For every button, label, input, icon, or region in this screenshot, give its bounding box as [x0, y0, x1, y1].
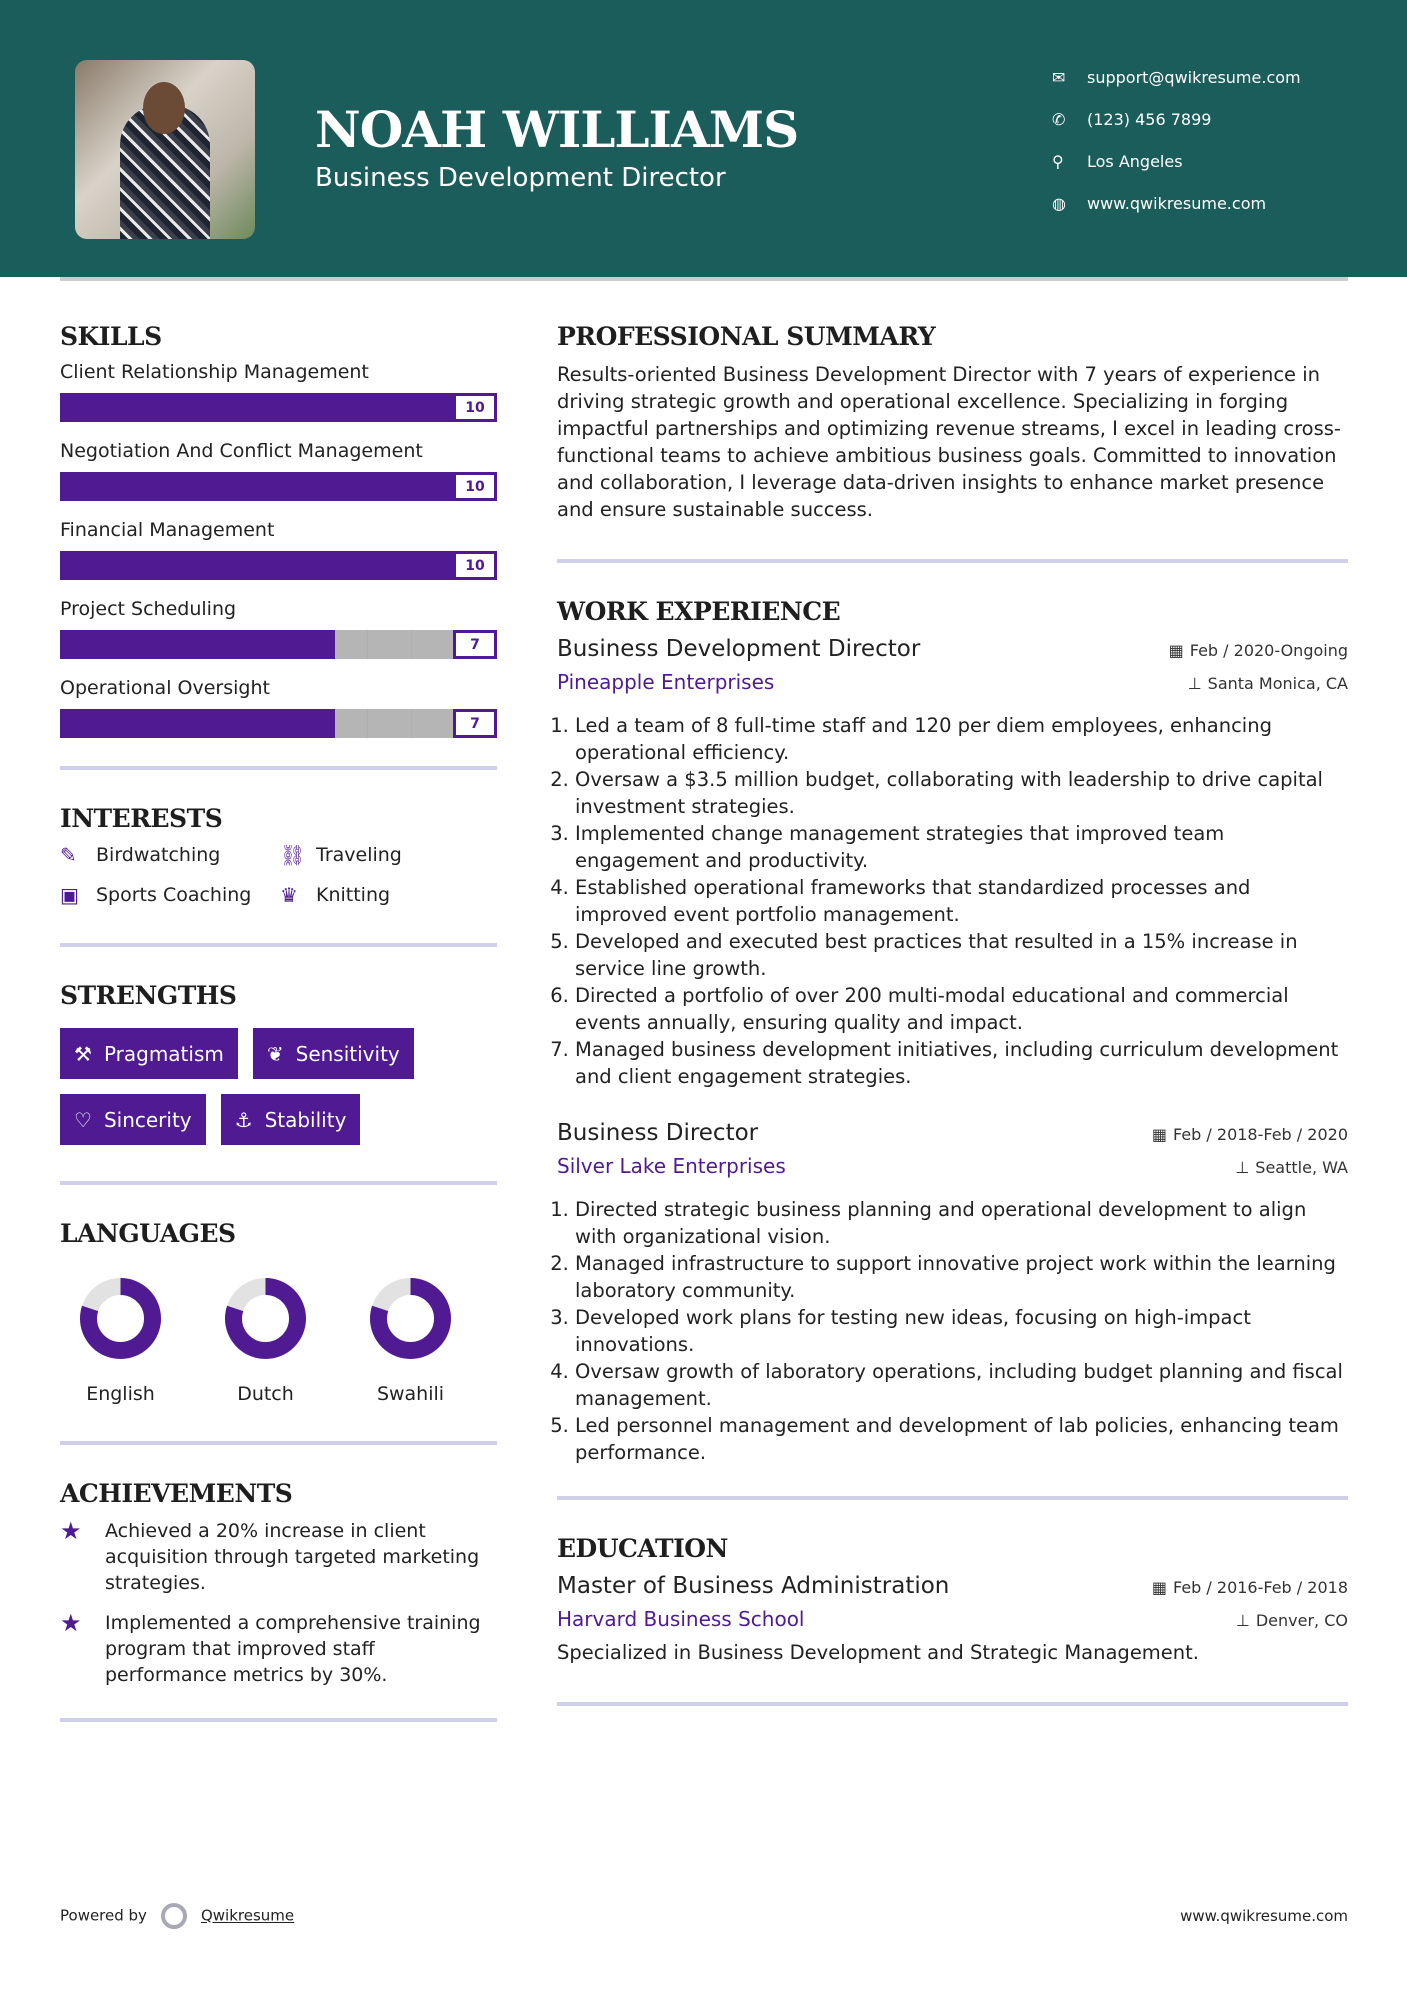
languages-section: [60, 1219, 497, 1405]
footer: [60, 1903, 1348, 1929]
language-item: [368, 1276, 453, 1405]
job-title: Business Development Director: [557, 636, 921, 662]
skill-label: Negotiation And Conflict Management: [60, 440, 423, 462]
job-bullet: 5. Developed and executed best practices that resulted in a 15% increase in service line growth.: [575, 928, 1348, 982]
achievement-item: [60, 1610, 497, 1688]
section-heading: PROFESSIONAL SUMMARY: [557, 322, 936, 351]
contact-phone: [1052, 98, 1301, 140]
section-heading: LANGUAGES: [60, 1219, 236, 1248]
section-heading: SKILLS: [60, 322, 162, 351]
skill-label: Financial Management: [60, 519, 275, 541]
section-heading: EDUCATION: [557, 1534, 728, 1563]
candidate-title: Business Development Director: [315, 163, 726, 193]
strength-chip: [60, 1028, 238, 1079]
language-label: English: [86, 1383, 155, 1405]
calendar-icon: ▦: [1168, 641, 1184, 660]
education-description: Specialized in Business Development and Strategic Management.: [557, 1641, 1200, 1664]
job-bullet: 2. Managed infrastructure to support innovative project work within the learning laboratory community.: [575, 1250, 1348, 1304]
trophy-icon: ♛: [280, 883, 298, 907]
powered-by: [60, 1903, 294, 1929]
strength-label: Pragmatism: [103, 1041, 224, 1066]
pin-icon: ⊥: [1187, 674, 1202, 693]
interest-item: [280, 883, 480, 907]
location-text: Denver, CO: [1255, 1611, 1348, 1630]
strength-label: Sincerity: [103, 1107, 192, 1132]
job-dates: [1169, 641, 1348, 660]
pin-icon: ⊥: [1235, 1611, 1250, 1630]
phone-icon: ✆: [1052, 109, 1066, 129]
interest-item: [60, 883, 280, 907]
skill-label: Project Scheduling: [60, 598, 237, 620]
company-name: Silver Lake Enterprises: [557, 1154, 786, 1178]
contact-list: [1052, 56, 1301, 224]
job-location: [1235, 1158, 1348, 1177]
language-label: Swahili: [376, 1383, 445, 1405]
job-bullet: 5. Led personnel management and development of lab policies, enhancing team performance.: [575, 1412, 1348, 1466]
brand-link[interactable]: Qwikresume: [200, 1906, 295, 1925]
section-heading: ACHIEVEMENTS: [60, 1479, 293, 1508]
skills-section: [60, 322, 497, 738]
summary-section: [557, 322, 1348, 523]
strength-label: Stability: [264, 1107, 347, 1132]
job-bullet: 1. Led a team of 8 full-time staff and 120 per diem employees, enhancing operational efficiency.: [575, 712, 1348, 766]
briefcase-icon: ▣: [60, 883, 79, 907]
skill-item: [60, 519, 497, 580]
achievement-item: [60, 1518, 497, 1596]
dates-text: Feb / 2018-Feb / 2020: [1173, 1125, 1348, 1144]
job-title: Business Director: [557, 1120, 759, 1146]
experience-section: [557, 597, 1348, 1466]
contact-text: (123) 456 7899: [1087, 109, 1212, 129]
achievements-section: [60, 1479, 497, 1688]
skill-bar-fill: [60, 551, 497, 580]
interest-label: Knitting: [316, 884, 391, 906]
skill-level: 10: [453, 393, 497, 422]
right-column: [557, 322, 1348, 1740]
left-column: [60, 322, 497, 1756]
job-bullet: 2. Oversaw a $3.5 million budget, collaborating with leadership to drive capital investment strategies.: [575, 766, 1348, 820]
strength-label: Sensitivity: [295, 1041, 400, 1066]
candidate-name: NOAH WILLIAMS: [315, 100, 799, 159]
job-bullet: 1. Directed strategic business planning and operational development to align with organizational vision.: [575, 1196, 1348, 1250]
language-donut: [78, 1276, 163, 1361]
skill-bar: [60, 630, 497, 659]
skill-bar-fill: [60, 709, 335, 738]
location-text: Seattle, WA: [1255, 1158, 1348, 1177]
dates-text: Feb / 2020-Ongoing: [1189, 641, 1348, 660]
anchor-icon: ⚓: [234, 1107, 253, 1132]
skill-bar-fill: [60, 393, 497, 422]
skill-bar: [60, 551, 497, 580]
contact-website[interactable]: [1052, 182, 1301, 224]
language-item: [78, 1276, 163, 1405]
contact-text: Los Angeles: [1087, 151, 1183, 171]
globe-icon: ◍: [1052, 193, 1066, 213]
section-divider: [557, 1496, 1348, 1500]
skill-bar: [60, 709, 497, 738]
education-section: [557, 1534, 1348, 1666]
gavel-icon: ⚒: [74, 1041, 92, 1066]
strength-chip: [60, 1094, 206, 1145]
job-bullets: [557, 1196, 1348, 1466]
leaf-icon: ❦: [266, 1041, 284, 1066]
section-divider: [60, 1181, 497, 1185]
language-donut: [368, 1276, 453, 1361]
job-dates: [1152, 1125, 1348, 1144]
skill-item: [60, 677, 497, 738]
job-location: [1188, 674, 1348, 693]
company-name: Pineapple Enterprises: [557, 670, 775, 694]
envelope-icon: ✉: [1052, 67, 1066, 87]
contact-text: support@qwikresume.com: [1087, 67, 1301, 87]
skill-item: [60, 598, 497, 659]
job-entry: [557, 1120, 1348, 1466]
star-icon: ★: [60, 1517, 82, 1545]
strengths-section: [60, 981, 497, 1145]
interest-item: [280, 843, 480, 867]
header-divider: [60, 277, 1348, 281]
section-divider: [60, 766, 497, 770]
strength-chip: [221, 1094, 361, 1145]
skill-level: 7: [453, 630, 497, 659]
heart-icon: ♡: [74, 1107, 92, 1132]
job-entry: [557, 636, 1348, 1090]
skill-bar-fill: [60, 630, 335, 659]
star-icon: ★: [60, 1609, 82, 1637]
skill-level: 7: [453, 709, 497, 738]
qwikresume-logo-icon: [161, 1903, 187, 1929]
contact-text: www.qwikresume.com: [1087, 193, 1267, 213]
interest-label: Birdwatching: [96, 844, 221, 866]
skill-item: [60, 361, 497, 422]
section-heading: STRENGTHS: [60, 981, 237, 1010]
language-donut: [223, 1276, 308, 1361]
school: Harvard Business School: [557, 1607, 805, 1631]
job-bullet: 4. Established operational frameworks that standardized processes and improved event portfolio management.: [575, 874, 1348, 928]
job-bullet: 3. Developed work plans for testing new ideas, focusing on high-impact innovations.: [575, 1304, 1348, 1358]
calendar-icon: ▦: [1151, 1578, 1167, 1597]
strength-chip: [253, 1028, 414, 1079]
section-divider: [557, 559, 1348, 563]
profile-photo: [75, 60, 255, 239]
skill-level: 10: [453, 551, 497, 580]
section-divider: [557, 1702, 1348, 1706]
education-dates: [1152, 1578, 1348, 1597]
interest-label: Traveling: [316, 844, 402, 866]
section-divider: [60, 1441, 497, 1445]
footer-url[interactable]: www.qwikresume.com: [1180, 1907, 1348, 1925]
section-heading: INTERESTS: [60, 804, 223, 833]
section-heading: WORK EXPERIENCE: [557, 597, 841, 626]
binoculars-icon: ⛓: [280, 843, 306, 867]
job-bullets: [557, 712, 1348, 1090]
achievement-text: Implemented a comprehensive training program that improved staff performance metrics by 30%.: [105, 1612, 481, 1686]
interest-item: [60, 843, 280, 867]
dates-text: Feb / 2016-Feb / 2018: [1173, 1578, 1348, 1597]
skill-bar: [60, 472, 497, 501]
resume-header: [0, 0, 1407, 277]
interest-label: Sports Coaching: [96, 884, 252, 906]
job-bullet: 4. Oversaw growth of laboratory operations, including budget planning and fiscal management.: [575, 1358, 1348, 1412]
language-label: Dutch: [237, 1383, 294, 1405]
skill-bar-fill: [60, 472, 497, 501]
language-item: [223, 1276, 308, 1405]
job-bullet: 6. Directed a portfolio of over 200 multi-modal educational and commercial events annually, ensuring quality and impact.: [575, 982, 1348, 1036]
job-bullet: 3. Implemented change management strategies that improved team engagement and productivity.: [575, 820, 1348, 874]
interests-section: [60, 804, 497, 907]
skill-label: Operational Oversight: [60, 677, 270, 699]
calendar-icon: ▦: [1151, 1125, 1167, 1144]
achievement-text: Achieved a 20% increase in client acquisition through targeted marketing strategies.: [105, 1520, 480, 1594]
location-text: Santa Monica, CA: [1207, 674, 1348, 693]
map-marker-icon: ⚲: [1052, 151, 1064, 171]
skill-level: 10: [453, 472, 497, 501]
contact-location: [1052, 140, 1301, 182]
pin-icon: ⊥: [1235, 1158, 1250, 1177]
degree: Master of Business Administration: [557, 1573, 950, 1599]
skill-item: [60, 440, 497, 501]
skill-label: Client Relationship Management: [60, 361, 369, 383]
job-bullet: 7. Managed business development initiatives, including curriculum development and client engagement strategies.: [575, 1036, 1348, 1090]
powered-by-text: Powered by: [60, 1906, 147, 1925]
contact-email[interactable]: [1052, 56, 1301, 98]
section-divider: [60, 943, 497, 947]
section-divider: [60, 1718, 497, 1722]
education-location: [1236, 1611, 1348, 1630]
edit-icon: ✎: [60, 843, 77, 867]
skill-bar: [60, 393, 497, 422]
summary-text: Results-oriented Business Development Director with 7 years of experience in driving strategic growth and operational excellence. Specializing in forging impactful partnerships and optimizing revenue streams, I excel in leading cross-functional teams to achieve ambitious business goals. Committed to innovation and collaboration, I leverage data-driven insights to enhance market presence and ensure sustainable success.: [557, 363, 1341, 521]
